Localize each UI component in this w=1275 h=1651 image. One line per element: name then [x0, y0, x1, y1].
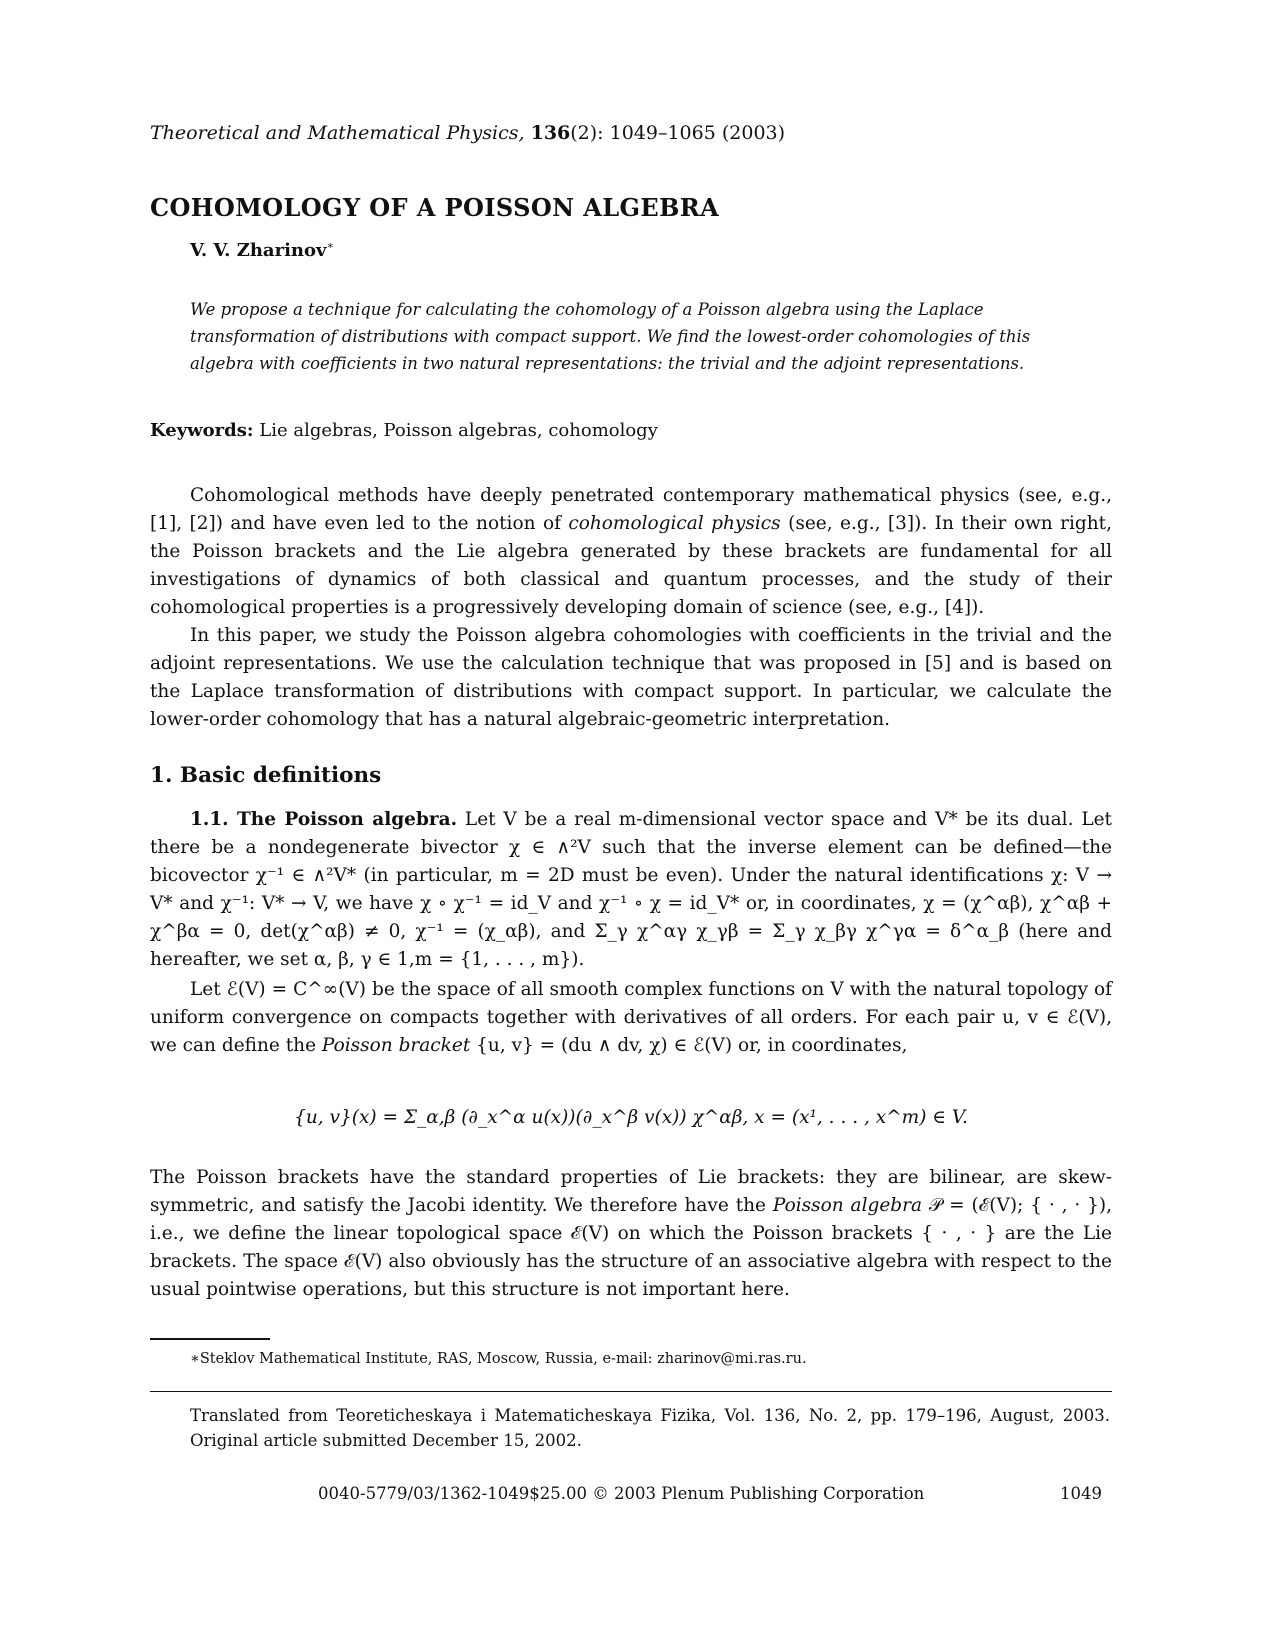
- section-heading: 1. Basic definitions: [150, 763, 382, 788]
- keywords: [150, 420, 1112, 441]
- footnote: ∗Steklov Mathematical Institute, RAS, Moscow, Russia, e-mail: zharinov@mi.ras.ru.: [190, 1351, 807, 1367]
- author-line: [190, 239, 1152, 261]
- intro-p1-text-a: Cohomological methods have deeply penetrated contemporary mathematical physics (see, e.g., [1], [2]) and have even led to the notion of: [150, 485, 1112, 534]
- footnote-rule: [150, 1338, 270, 1340]
- translation-note: Translated from Teoreticheskaya i Matematicheskaya Fizika, Vol. 136, No. 2, pp. 179–196, August, 2003. Original article submitted December 15, 2002.: [190, 1406, 1110, 1450]
- author-footnote-mark: ∗: [326, 239, 334, 252]
- author-name: V. V. Zharinov: [190, 240, 327, 261]
- p4-emphasis: Poisson bracket: [321, 1035, 471, 1056]
- journal-reference: [150, 122, 1112, 144]
- copyright-line: 0040-5779/03/1362-1049$25.00 © 2003 Plenum Publishing Corporation: [318, 1484, 925, 1503]
- intro-p1-text-b: (see, e.g., [3]). In their own right, the Poisson brackets and the Lie algebra generated by these brackets are fundamental for all investigations of dynamics of both classical and quantum processes, and the study of their cohomological properties is a progressively developing domain of science (see, e.g., [4]).: [150, 513, 1112, 618]
- subsection-text: Let V be a real m-dimensional vector space and V* be its dual. Let there be a nondegenerate bivector χ ∈ ∧²V such that the inverse element can be defined—the bicovector χ⁻¹ ∈ ∧²V* (in particular, m = 2D must be even). Under the natural identifications χ: V → V* and χ⁻¹: V* → V, we have χ ∘ χ⁻¹ = id_V and χ⁻¹ ∘ χ = id_V* or, in coordinates, χ = (χ^αβ), χ^αβ + χ^βα = 0, det(χ^αβ) ≠ 0, χ⁻¹ = (χ_αβ), and Σ_γ χ^αγ χ_γβ = Σ_γ χ_βγ χ^γα = δ^α_β (here and hereafter, we set α, β, γ ∈ 1,m = {1, . . . , m}).: [150, 809, 1112, 970]
- poisson-algebra-paragraph: [150, 1164, 1112, 1304]
- p5-emphasis: Poisson algebra: [772, 1195, 923, 1216]
- translation-rule: [150, 1391, 1112, 1392]
- p5-text-b: 𝒫 = (ℰ(V); { · , · }), i.e., we define the linear topological space ℰ(V) on which the Poisson brackets { · , · } are the Lie brackets. The space ℰ(V) also obviously has the structure of an associative algebra with respect to the usual pointwise operations, but this structure is not important here.: [150, 1195, 1112, 1300]
- subsection-heading: 1.1. The Poisson algebra.: [190, 809, 458, 830]
- journal-volume: 136: [530, 122, 571, 144]
- keywords-label: Keywords:: [150, 420, 254, 441]
- abstract: We propose a technique for calculating the cohomology of a Poisson algebra using the Laplace transformation of distributions with compact support. We find the lowest-order cohomologies of this algebra with coefficients in two natural representations: the trivial and the adjoint representations.: [190, 300, 1031, 373]
- p4-text-a: Let ℰ(V) = C^∞(V) be the space of all smooth complex functions on V with the natural topology of uniform convergence on compacts together with derivatives of all orders. For each pair u, v ∈ ℰ(V), we can define the: [150, 979, 1112, 1056]
- p5-text-a: The Poisson brackets have the standard properties of Lie brackets: they are bilinear, are skew-symmetric, and satisfy the Jacobi identity. We therefore have the: [150, 1167, 1112, 1216]
- journal-name: Theoretical and Mathematical Physics,: [150, 122, 525, 144]
- intro-paragraph-1: [150, 482, 1112, 622]
- subsection-paragraph: [150, 806, 1112, 974]
- space-definition-paragraph: [150, 976, 1112, 1060]
- paper-title: COHOMOLOGY OF A POISSON ALGEBRA: [150, 193, 720, 222]
- page-number: 1049: [1060, 1484, 1102, 1503]
- poisson-bracket-formula: {u, v}(x) = Σ_α,β (∂_x^α u(x))(∂_x^β v(x)) χ^αβ, x = (x¹, . . . , x^m) ∈ V.: [294, 1107, 968, 1128]
- p4-text-b: {u, v} = (du ∧ dv, χ) ∈ ℰ(V) or, in coordinates,: [470, 1035, 908, 1056]
- intro-paragraph-2: In this paper, we study the Poisson algebra cohomologies with coefficients in the trivial and the adjoint representations. We use the calculation technique that was proposed in [5] and is based on the Laplace transformation of distributions with compact support. In particular, we calculate the lower-order cohomology that has a natural algebraic-geometric interpretation.: [150, 625, 1112, 730]
- journal-issue-pages: (2): 1049–1065 (2003): [570, 122, 786, 144]
- intro-p1-emphasis: cohomological physics: [568, 513, 781, 534]
- keywords-text: Lie algebras, Poisson algebras, cohomology: [259, 420, 658, 441]
